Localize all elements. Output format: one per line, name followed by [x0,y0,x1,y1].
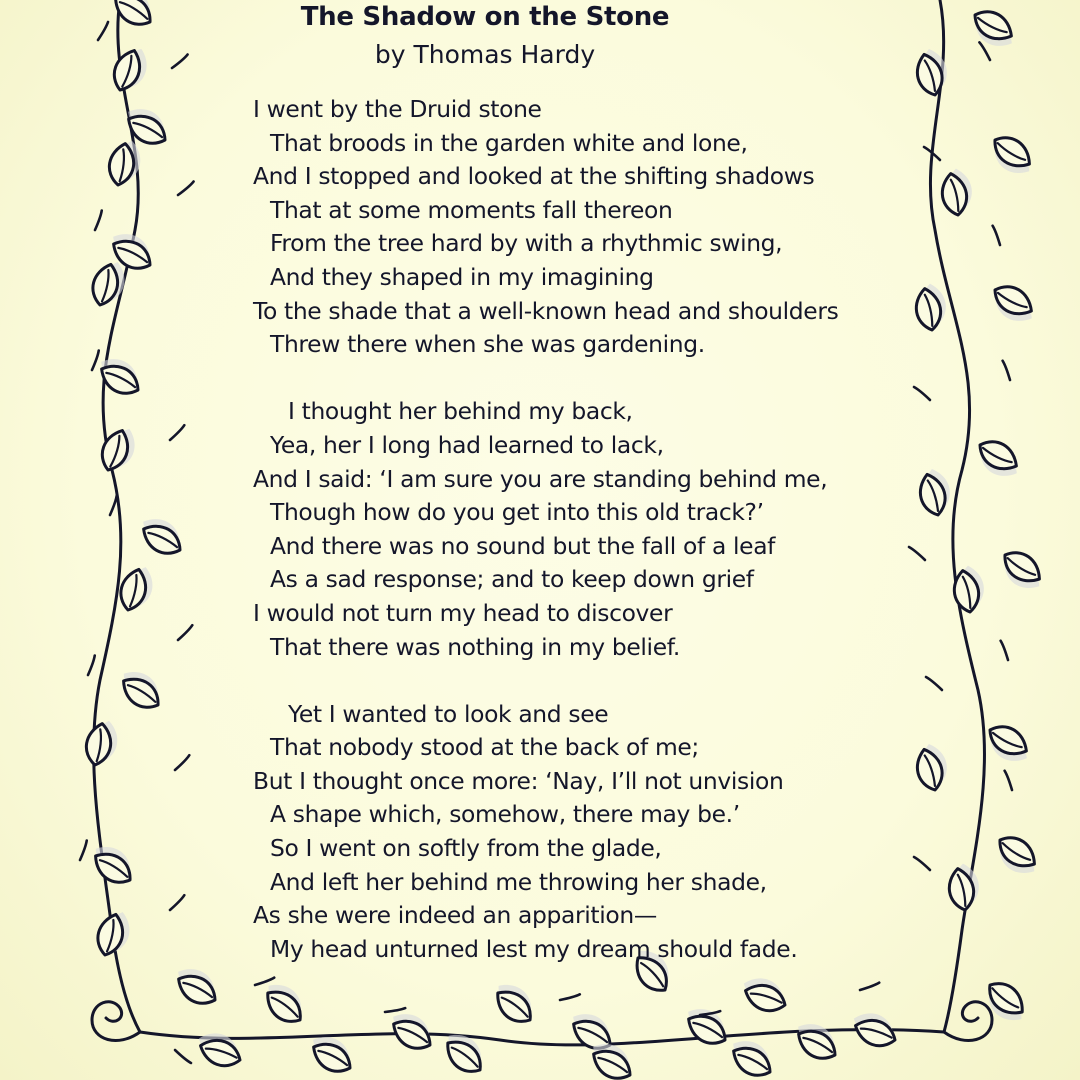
poem-line: Yea, her I long had learned to lack, [270,430,664,459]
poem-line: I would not turn my head to discover [253,598,673,627]
vine-leaf-icon [789,1016,844,1065]
vine-tendril [986,226,1006,245]
vine-tendril [912,857,931,870]
poem-line: A shape which, somehow, there may be.’ [270,800,740,829]
vine-leaf-icon [679,1001,734,1050]
vine-leaf-icon [938,167,976,218]
vine-leaf-icon [193,1027,246,1071]
vine-tendril [92,211,105,230]
poem-line: Yet I wanted to look and see [288,699,609,728]
vine-tendril [178,178,194,198]
poem-line: I thought her behind my back, [288,397,633,426]
poem-line: And there was no sound but the fall of a leaf [270,531,776,560]
poem-author: by Thomas Hardy [374,40,596,69]
vine-leaf-icon [912,741,953,793]
stanza [253,93,838,362]
vine-leaf-icon [915,466,956,518]
vine-leaf-icon [116,562,157,614]
poem-line: That broods in the garden white and lone, [270,128,748,157]
poem-title: The Shadow on the Stone [300,2,670,32]
vine-leaf-icon [986,280,1041,329]
poem-line: As a sad response; and to keep down grief [270,565,754,594]
poem-line: That at some moments fall thereon [270,195,673,224]
vine-leaf-icon [134,511,189,560]
right-swirl [944,1002,992,1041]
poem-body [253,93,838,966]
left-swirl [92,1002,140,1041]
vine-leaf-icon [85,839,140,890]
poem-line: As she were indeed an apparition— [253,901,657,930]
vine-leaf-icon [257,977,312,1030]
poem-line: Though how do you get into this old track?’ [270,498,764,527]
poem-line: My head unturned lest my dream should fade. [270,934,798,963]
vine-leaf-icon [978,976,1033,1029]
vine-tendril [170,893,184,913]
vine-leaf-icon [93,907,134,959]
vine-tendril [996,361,1016,380]
vine-leaf-icon [945,862,983,913]
vine-tendril [89,351,102,370]
vine-tendril [907,547,926,560]
poem-line: And I stopped and looked at the shifting shadows [253,162,815,191]
poem-line: And they shaped in my imagining [270,262,654,291]
stanza [253,698,838,967]
poem-line: I went by the Druid stone [253,95,542,123]
poem-line: That nobody stood at the back of me; [270,733,699,762]
vine-tendril [912,387,931,400]
vine-leaf-icon [92,351,147,400]
vine-tendril [178,623,192,643]
vine-leaf-icon [83,718,121,769]
vine-leaf-icon [966,5,1021,54]
vine-tendril [173,1050,192,1063]
vine-tendril [974,42,995,60]
poem-line: But I thought once more: ‘Nay, I’ll not unvision [253,766,784,795]
vine-leaf-icon [912,282,950,333]
vine-tendril [170,423,184,443]
vine-tendril [175,753,189,773]
vine-tendril [924,677,943,690]
vine-tendril [994,641,1014,660]
vine-leaf-icon [981,720,1036,769]
vine-tendril [77,841,90,860]
poem-line: From the tree hard by with a rhythmic swing, [270,229,783,258]
vine-leaf-icon [990,830,1045,881]
poem-line: So I went on softly from the glade, [270,834,662,863]
vine-leaf-icon [487,977,542,1030]
poem-line: That there was nothing in my belief. [270,632,681,661]
poem-line: Threw there when she was gardening. [270,330,705,359]
vine-tendril [85,656,98,675]
vine-leaf-icon [985,130,1040,181]
vine-leaf-icon [995,545,1050,596]
stanza [253,395,838,664]
vine-leaf-icon [971,435,1026,484]
vine-leaf-icon [384,1006,439,1055]
vine-leaf-icon [738,972,791,1016]
poem-line: To the shade that a well-known head and shoulders [253,296,839,325]
poem-line: And left her behind me throwing her shade, [270,867,767,896]
vine-leaf-icon [169,961,224,1010]
poem-line: And I said: ‘I am sure you are standing behind me, [253,464,828,493]
vine-tendril [860,976,879,996]
vine-tendril [560,987,580,1007]
vine-leaf-icon [113,664,168,715]
vine-tendril [998,771,1018,790]
vine-leaf-icon [724,1033,779,1080]
vine-leaf-icon [88,257,129,309]
